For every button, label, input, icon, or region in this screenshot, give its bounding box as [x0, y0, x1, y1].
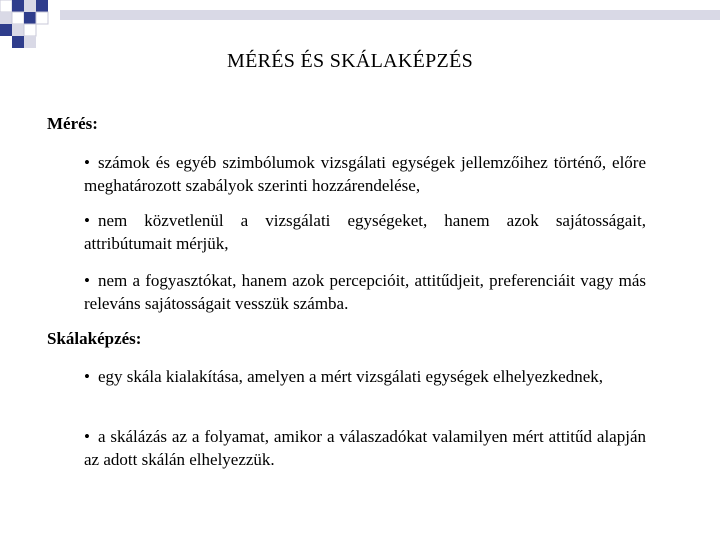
- bullet-text: a skálázás az a folyamat, amikor a válaszadókat valamilyen mért attitűd alapján az adott skálán elhelyezzük.: [84, 427, 646, 469]
- bullet-symbol: •: [84, 427, 90, 446]
- bullet-text: nem a fogyasztókat, hanem azok percepcióit, attitűdjeit, preferenciáit vagy más releváns sajátosságait vesszük számba.: [84, 271, 646, 313]
- header-square: [24, 12, 36, 24]
- section-heading-meres: Mérés:: [47, 114, 98, 133]
- header-square: [12, 24, 24, 36]
- bullet-text: egy skála kialakítása, amelyen a mért vizsgálati egységek elhelyezkednek,: [97, 367, 604, 386]
- bullet-item: [84, 425, 646, 471]
- header-square: [24, 36, 36, 48]
- header-square: [24, 0, 36, 12]
- header-square: [36, 0, 48, 12]
- header-square: [0, 12, 12, 24]
- header-square: [12, 0, 24, 12]
- header-square: [12, 12, 24, 24]
- slide-title: MÉRÉS ÉS SKÁLAKÉPZÉS: [226, 50, 474, 72]
- header-square: [0, 24, 12, 36]
- bullet-symbol: •: [84, 367, 90, 386]
- header-square: [12, 36, 24, 48]
- section-heading-skalakepzes: Skálaképzés:: [47, 329, 142, 348]
- bullet-text: számok és egyéb szimbólumok vizsgálati egységek jellemzőihez történő, előre meghatározott szabályok szerinti hozzárendelése,: [84, 153, 646, 195]
- bullet-symbol: •: [84, 211, 90, 230]
- bullet-item: [84, 365, 646, 388]
- header-square: [36, 12, 48, 24]
- bullet-symbol: •: [84, 153, 90, 172]
- bullet-item: [84, 209, 646, 255]
- header-square: [24, 24, 36, 36]
- bullet-text: nem közvetlenül a vizsgálati egységeket, hanem azok sajátosságait, attribútumait mérjük,: [84, 211, 646, 253]
- decorative-header-pattern: [0, 0, 720, 48]
- header-bar-light: [60, 10, 720, 20]
- bullet-symbol: •: [84, 271, 90, 290]
- bullet-item: [84, 269, 646, 315]
- header-square: [0, 0, 12, 12]
- bullet-item: [84, 151, 646, 197]
